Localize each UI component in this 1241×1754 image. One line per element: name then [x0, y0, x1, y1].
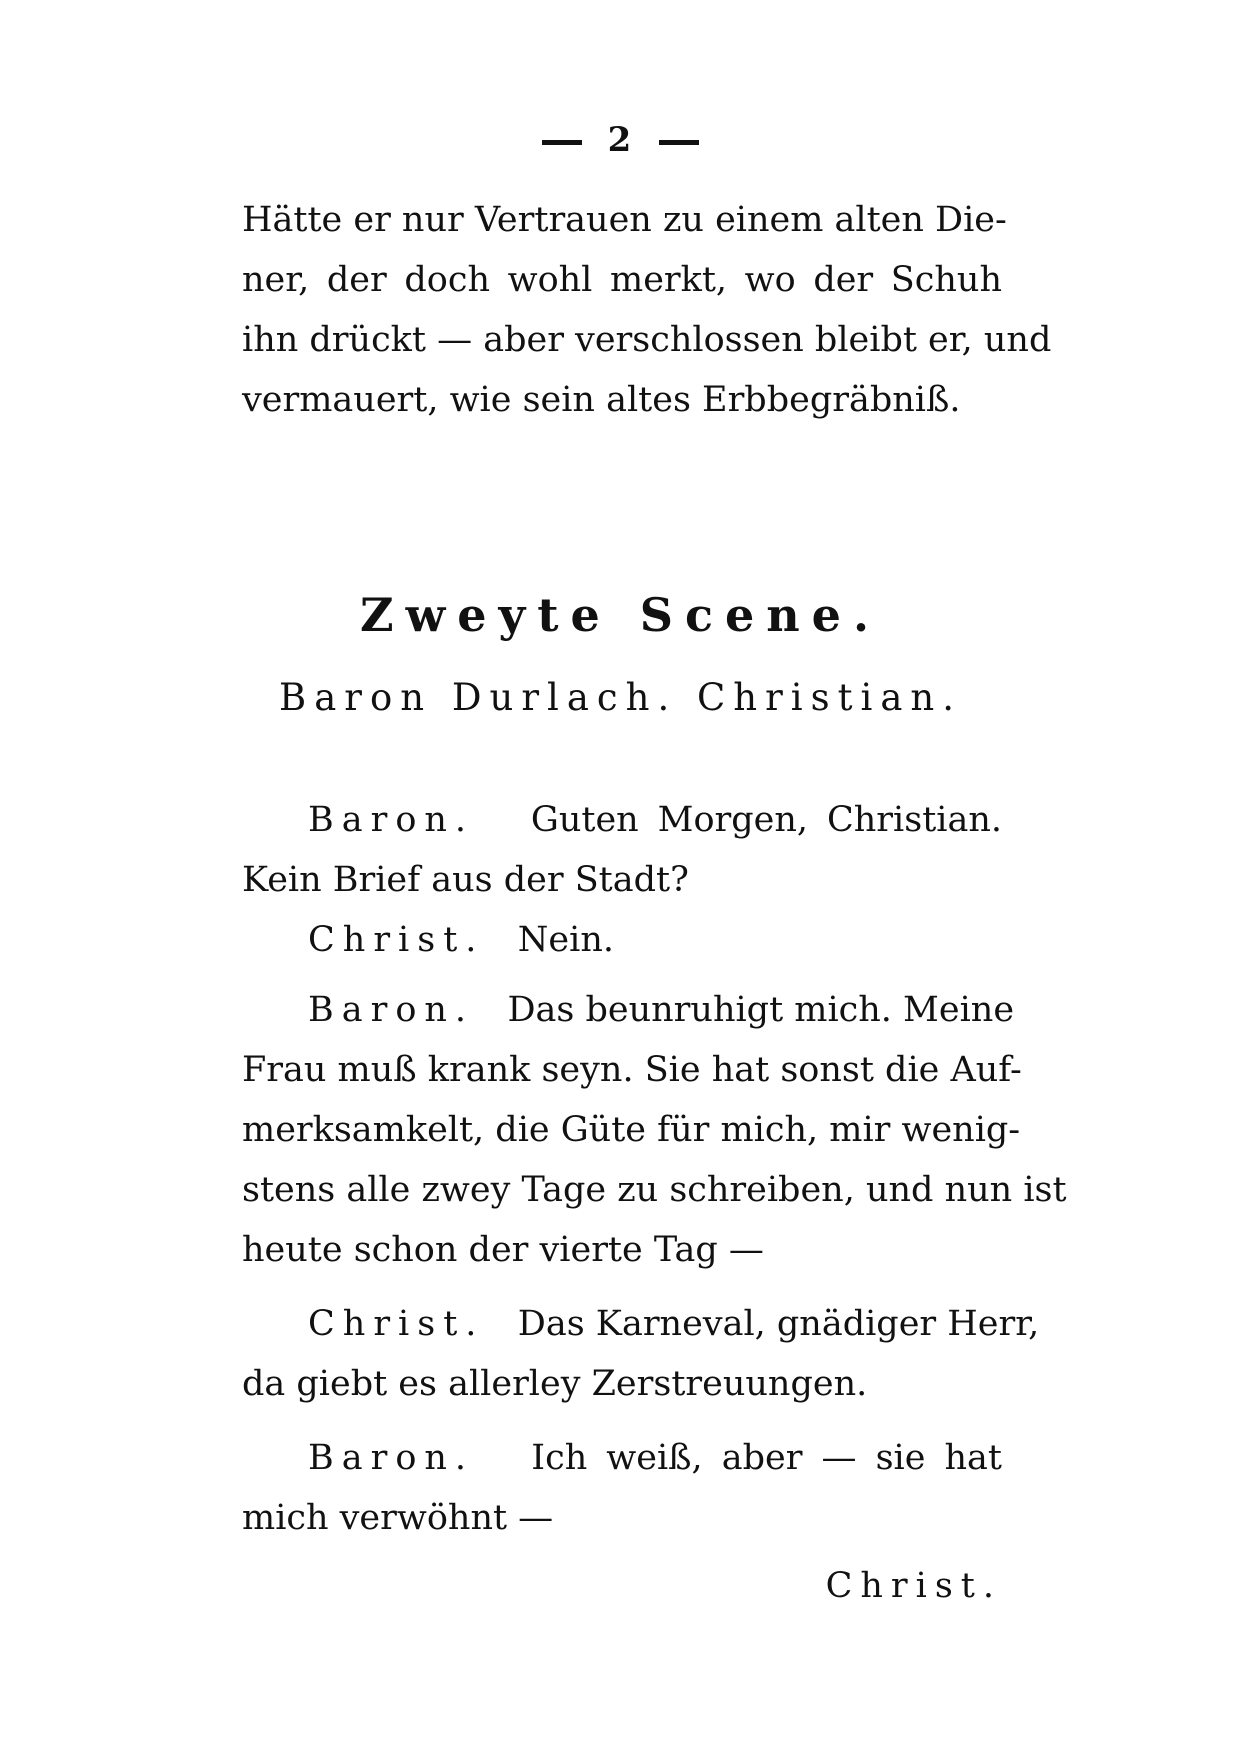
dialogue-first-line [242, 790, 1002, 850]
dialogue-text: Ich weiß, aber — sie hat [531, 1438, 1002, 1478]
scene-persons: Baron Durlach. Christian. [279, 676, 962, 719]
dialogue-entry [242, 1428, 1002, 1548]
opening-paragraph [242, 190, 1052, 430]
dialogue-line: heute schon der vierte Tag — [242, 1230, 764, 1270]
page-number-value: 2 [607, 120, 634, 160]
speaker-name: Baron. [308, 800, 475, 840]
dialogue-text: Das beunruhigt mich. Meine [507, 990, 1015, 1030]
speaker-name: Christ. [308, 920, 485, 960]
dialogue-line: merksamkelt, die Güte für mich, mir wenig- [242, 1110, 1021, 1150]
left-dash [542, 140, 582, 145]
paragraph-line: ihn drückt — aber verschlossen bleibt er, und [242, 320, 1052, 360]
speaker-name: Baron. [308, 1438, 475, 1478]
paragraph-line: Hätte er nur Vertrauen zu einem alten Die- [242, 200, 1007, 240]
scene-title: Zweyte Scene. [360, 588, 881, 642]
dialogue-entry [242, 1294, 1040, 1414]
dialogue-entry [242, 980, 1067, 1280]
paragraph-line: vermauert, wie sein altes Erbbegräbniß. [242, 380, 961, 420]
dialogue-text: Guten Morgen, Christian. [530, 800, 1002, 840]
dialogue-entry [242, 790, 1002, 910]
page-number [0, 120, 1241, 160]
speaker-name: Christ. [308, 1304, 485, 1344]
dialogue-line: mich verwöhnt — [242, 1498, 554, 1538]
dialogue-text: Nein. [517, 920, 614, 960]
right-dash [659, 140, 699, 145]
catchword: Christ. [825, 1566, 1002, 1606]
dialogue-first-line [242, 980, 1015, 1040]
dialogue-first-line [242, 1428, 1002, 1488]
paragraph-line: ner, der doch wohl merkt, wo der Schuh [242, 260, 1002, 300]
dialogue-line: da giebt es allerley Zerstreuungen. [242, 1364, 868, 1404]
dialogue-entry [242, 910, 1002, 970]
dialogue-first-line [242, 910, 1002, 970]
speaker-name: Baron. [308, 990, 475, 1030]
dialogue-first-line [242, 1294, 1040, 1354]
dialogue-text: Das Karneval, gnädiger Herr, [517, 1304, 1040, 1344]
dialogue-line: Kein Brief aus der Stadt? [242, 860, 689, 900]
dialogue-line: Frau muß krank seyn. Sie hat sonst die Auf- [242, 1050, 1022, 1090]
dialogue-line: stens alle zwey Tage zu schreiben, und nun ist [242, 1170, 1067, 1210]
